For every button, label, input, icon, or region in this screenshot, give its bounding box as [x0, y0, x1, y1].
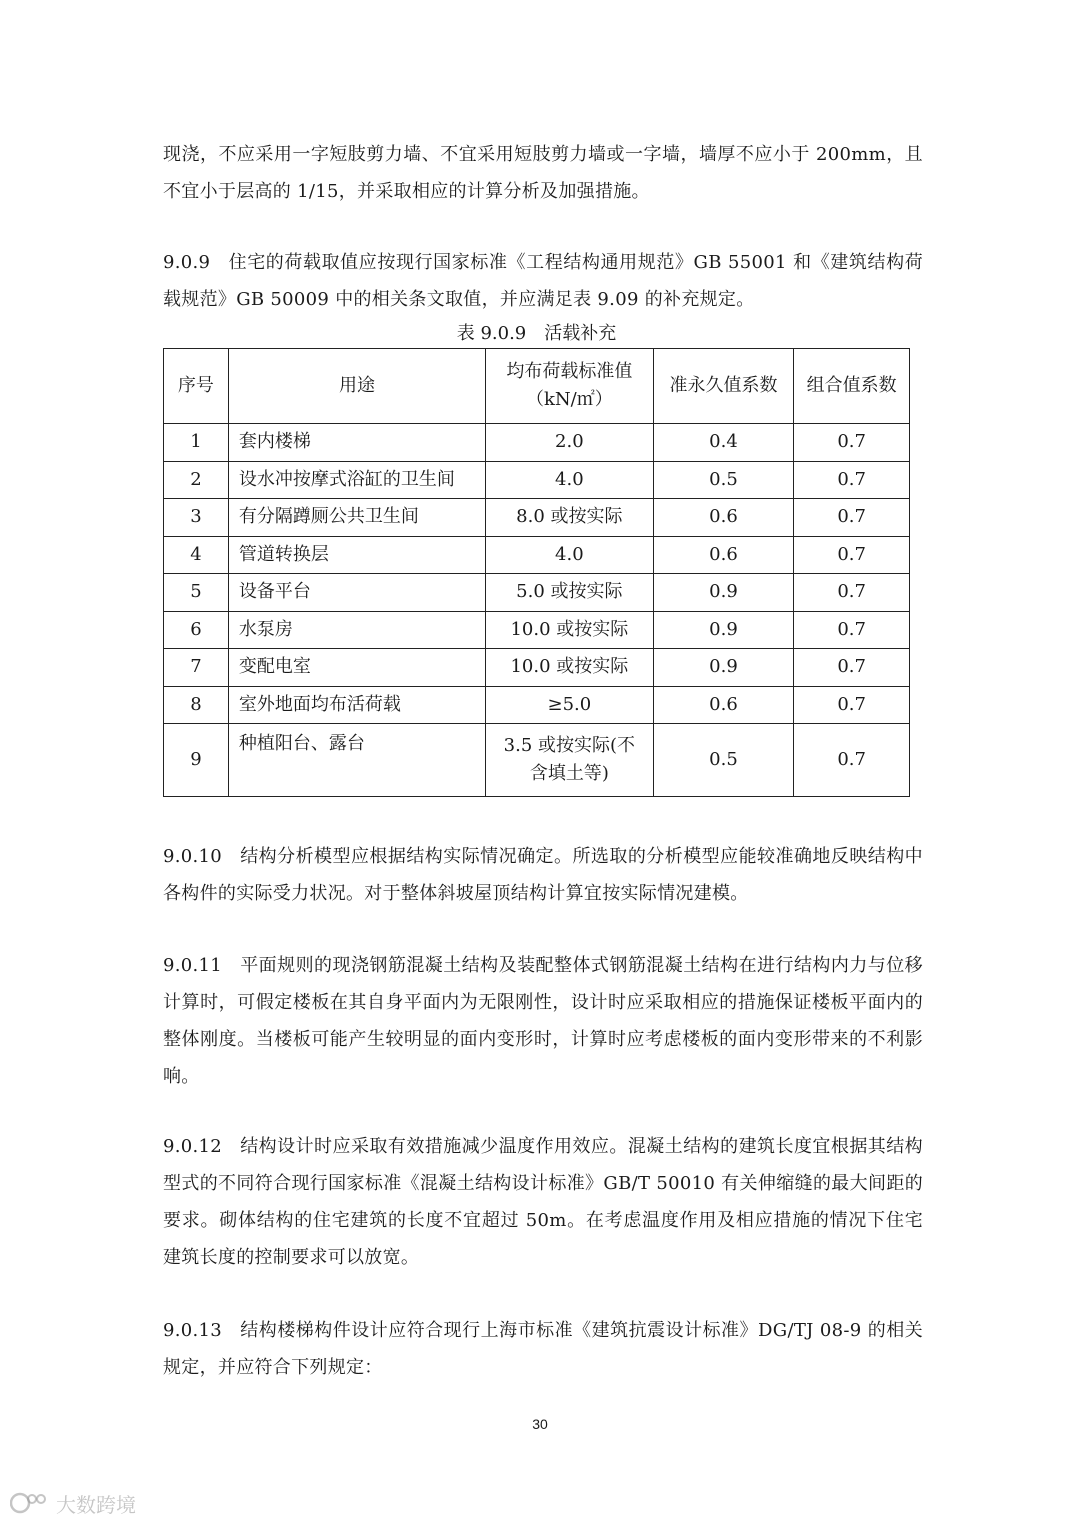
clause-number: 9.0.9	[163, 252, 211, 273]
cell-comb: 0.7	[794, 461, 910, 499]
cell-perm: 0.9	[653, 611, 794, 649]
clause-9-0-10	[163, 838, 923, 912]
cell-load: 8.0 或按实际	[486, 499, 654, 537]
clause-9-0-9	[163, 244, 923, 318]
cell-load: 5.0 或按实际	[486, 574, 654, 612]
table-row	[164, 611, 910, 649]
clause-9-0-11	[163, 947, 923, 1095]
bird-logo-icon	[10, 1490, 50, 1516]
cell-load: 4.0	[486, 461, 654, 499]
clause-number: 9.0.10	[163, 846, 223, 867]
cell-no: 5	[164, 574, 229, 612]
cell-no: 8	[164, 686, 229, 724]
cell-no: 7	[164, 649, 229, 687]
table-row	[164, 424, 910, 462]
cell-comb: 0.7	[794, 574, 910, 612]
table-header-row	[164, 349, 910, 424]
cell-use: 变配电室	[228, 649, 485, 687]
cell-no: 1	[164, 424, 229, 462]
cell-load-line1: 3.5 或按实际(不	[503, 735, 636, 756]
cell-comb: 0.7	[794, 649, 910, 687]
live-load-table	[163, 348, 910, 797]
cell-perm: 0.9	[653, 574, 794, 612]
clause-text: 结构分析模型应根据结构实际情况确定。所选取的分析模型应能较准确地反映结构中各构件的实际受力状况。对于整体斜坡屋顶结构计算宜按实际情况建模。	[163, 846, 923, 904]
clause-text: 结构设计时应采取有效措施减少温度作用效应。混凝土结构的建筑长度宜根据其结构型式的不同符合现行国家标准《混凝土结构设计标准》GB/T 50010 有关伸缩缝的最大间距的要求。砌体结构的住宅建筑的长度不宜超过 50m。在考虑温度作用及相应措施的情况下住宅建筑长度的控制要求可以放宽。	[163, 1136, 923, 1268]
table-row	[164, 574, 910, 612]
table-caption	[163, 320, 910, 348]
clause-text: 住宅的荷载取值应按现行国家标准《工程结构通用规范》GB 55001 和《建筑结构荷载规范》GB 50009 中的相关条文取值，并应满足表 9.09 的补充规定。	[163, 252, 923, 310]
cell-perm: 0.6	[653, 536, 794, 574]
cell-no: 2	[164, 461, 229, 499]
cell-use: 设水冲按摩式浴缸的卫生间	[228, 461, 485, 499]
cell-perm: 0.6	[653, 499, 794, 537]
header-perm: 准永久值系数	[653, 349, 794, 424]
table-row	[164, 536, 910, 574]
clause-number: 9.0.11	[163, 955, 223, 976]
cell-use: 水泵房	[228, 611, 485, 649]
cell-no: 4	[164, 536, 229, 574]
cell-load	[486, 724, 654, 797]
cell-use: 套内楼梯	[228, 424, 485, 462]
table-row	[164, 461, 910, 499]
cell-load: ≥5.0	[486, 686, 654, 724]
cell-comb: 0.7	[794, 424, 910, 462]
cell-no: 6	[164, 611, 229, 649]
table-row	[164, 686, 910, 724]
cell-comb: 0.7	[794, 499, 910, 537]
table-row	[164, 649, 910, 687]
cell-no: 3	[164, 499, 229, 537]
clause-text: 结构楼梯构件设计应符合现行上海市标准《建筑抗震设计标准》DG/TJ 08-9 的相关规定，并应符合下列规定：	[163, 1320, 923, 1378]
cell-perm: 0.9	[653, 649, 794, 687]
header-load	[486, 349, 654, 424]
cell-perm: 0.6	[653, 686, 794, 724]
cell-use: 室外地面均布活荷载	[228, 686, 485, 724]
cell-comb: 0.7	[794, 686, 910, 724]
cell-load: 10.0 或按实际	[486, 611, 654, 649]
table-row	[164, 724, 910, 797]
cell-perm: 0.4	[653, 424, 794, 462]
table-caption-title: 活载补充	[544, 323, 617, 344]
cell-perm: 0.5	[653, 461, 794, 499]
header-load-unit: （kN/㎡）	[525, 389, 613, 410]
paragraph-intro	[163, 136, 923, 210]
cell-load: 4.0	[486, 536, 654, 574]
paragraph-text: 现浇，不应采用一字短肢剪力墙、不宜采用短肢剪力墙或一字墙，墙厚不应小于 200mm，且不宜小于层高的 1/15，并采取相应的计算分析及加强措施。	[163, 144, 923, 202]
cell-comb: 0.7	[794, 611, 910, 649]
clause-9-0-13	[163, 1312, 923, 1386]
watermark	[10, 1488, 136, 1518]
watermark-text: 大数跨境	[56, 1492, 136, 1517]
cell-use: 种植阳台、露台	[228, 724, 485, 797]
cell-comb: 0.7	[794, 536, 910, 574]
clause-9-0-12	[163, 1128, 923, 1276]
cell-comb: 0.7	[794, 724, 910, 797]
table-caption-number: 表 9.0.9	[456, 323, 527, 344]
page-number: 30	[532, 1416, 548, 1432]
header-no: 序号	[164, 349, 229, 424]
header-load-line1: 均布荷载标准值	[506, 361, 633, 382]
cell-no: 9	[164, 724, 229, 797]
cell-load: 2.0	[486, 424, 654, 462]
header-comb: 组合值系数	[794, 349, 910, 424]
cell-use: 设备平台	[228, 574, 485, 612]
clause-number: 9.0.12	[163, 1136, 223, 1157]
cell-perm: 0.5	[653, 724, 794, 797]
clause-text: 平面规则的现浇钢筋混凝土结构及装配整体式钢筋混凝土结构在进行结构内力与位移计算时，可假定楼板在其自身平面内为无限刚性，设计时应采取相应的措施保证楼板平面内的整体刚度。当楼板可能产生较明显的面内变形时，计算时应考虑楼板的面内变形带来的不利影响。	[163, 955, 923, 1087]
header-use: 用途	[228, 349, 485, 424]
clause-number: 9.0.13	[163, 1320, 223, 1341]
table-row	[164, 499, 910, 537]
cell-use: 有分隔蹲厕公共卫生间	[228, 499, 485, 537]
cell-load: 10.0 或按实际	[486, 649, 654, 687]
cell-load-line2: 含填土等)	[529, 763, 609, 784]
cell-use: 管道转换层	[228, 536, 485, 574]
